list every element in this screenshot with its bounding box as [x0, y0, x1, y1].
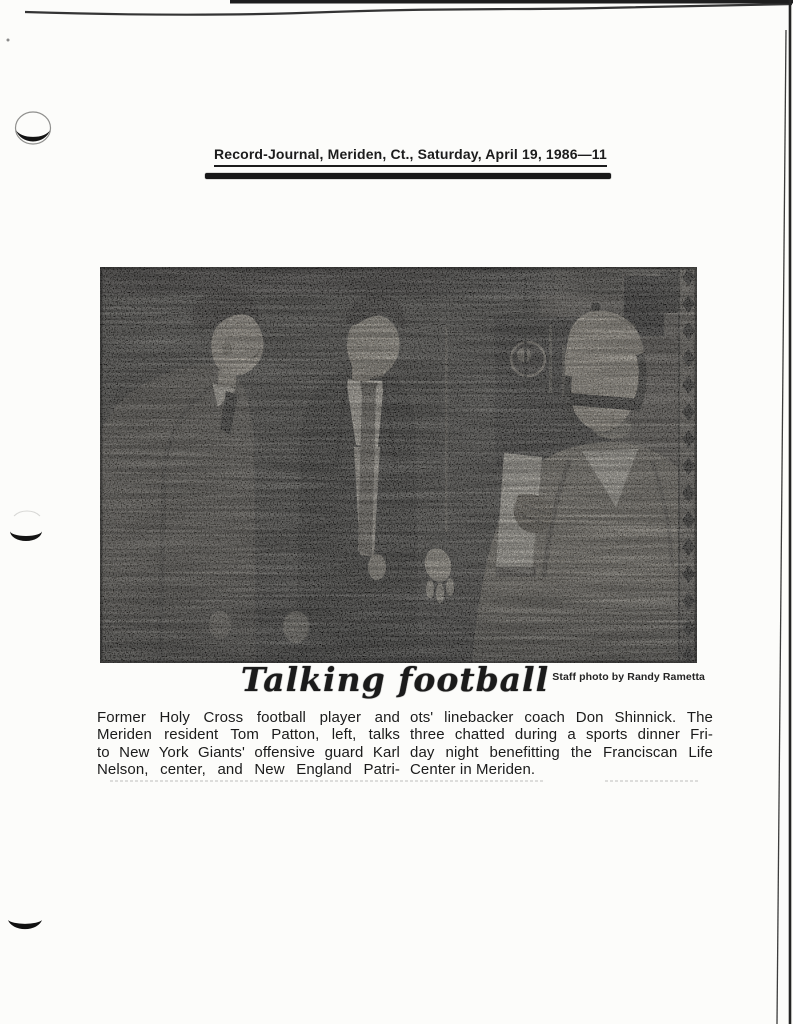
caption-line: three chatted during a sports dinner Fri-	[410, 726, 713, 744]
masthead-folio: Record-Journal, Meriden, Ct., Saturday, April 19, 1986—11	[214, 146, 607, 167]
caption-column-left	[97, 709, 400, 779]
caption-title: Talking football	[240, 660, 550, 699]
stray-speck	[7, 39, 10, 42]
masthead-rule	[205, 173, 611, 179]
top-edge-line	[25, 4, 792, 15]
punch-hole-mark-middle	[10, 511, 42, 541]
punch-hole-mark-bottom	[8, 920, 42, 929]
news-photo-scene	[100, 267, 697, 663]
caption-body	[97, 709, 713, 779]
news-photo	[100, 267, 697, 663]
photo-credit: Staff photo by Randy Rametta	[552, 671, 705, 683]
caption-line: Nelson, center, and New England Patri-	[97, 761, 400, 779]
scan-streaks	[100, 267, 697, 663]
right-edge-line-inner	[777, 30, 786, 1024]
caption-line: day night benefitting the Franciscan Life	[410, 743, 713, 761]
caption-line: ots' linebacker coach Don Shinnick. The	[410, 709, 713, 726]
caption-column-right	[410, 709, 713, 779]
caption-line: to New York Giants' offensive guard Karl	[97, 743, 400, 761]
punch-hole-mark-top	[16, 112, 51, 144]
caption-line: Meriden resident Tom Patton, left, talks	[97, 726, 400, 744]
caption-line: Center in Meriden.	[410, 761, 536, 779]
caption-line: Former Holy Cross football player and	[97, 709, 400, 726]
